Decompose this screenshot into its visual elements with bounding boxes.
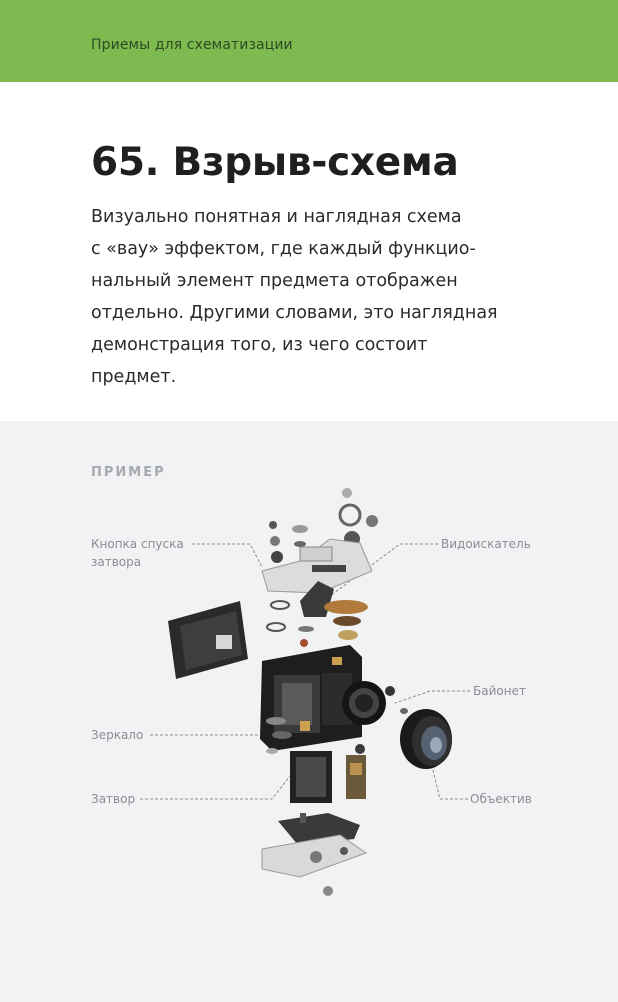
bayonet-mount xyxy=(342,681,395,725)
callout-bayonet: Байонет xyxy=(473,684,526,698)
callout-shutter: Затвор xyxy=(91,792,136,806)
shutter-unit xyxy=(290,744,366,803)
page-title: 65. Взрыв-схема xyxy=(91,140,459,185)
callout-text: затвора xyxy=(91,555,142,569)
callout-viewfinder: Видоискатель xyxy=(441,537,531,551)
description-line: Визуально понятная и наглядная схема xyxy=(91,207,462,227)
callout-text: Кнопка спуска xyxy=(91,537,184,551)
callout-mirror: Зеркало xyxy=(91,728,144,742)
back-door xyxy=(168,601,248,679)
description-line: отдельно. Другими словами, это наглядная xyxy=(91,303,498,323)
description xyxy=(91,201,561,393)
exploded-camera-illustration xyxy=(0,421,618,1002)
lens xyxy=(400,708,452,769)
bottom-plate xyxy=(262,813,366,896)
description-line: нальный элемент предмета отображен xyxy=(91,271,458,291)
callout-lens: Объектив xyxy=(470,792,532,806)
callout-shutter-button xyxy=(91,535,184,571)
section-title: Приемы для схематизации xyxy=(91,37,293,53)
example-label: ПРИМЕР xyxy=(91,465,166,480)
section-header-bar xyxy=(0,0,618,82)
description-line: предмет. xyxy=(91,367,177,387)
description-line: с «вау» эффектом, где каждый функцио- xyxy=(91,239,476,259)
description-line: демонстрация того, из чего состоит xyxy=(91,335,428,355)
